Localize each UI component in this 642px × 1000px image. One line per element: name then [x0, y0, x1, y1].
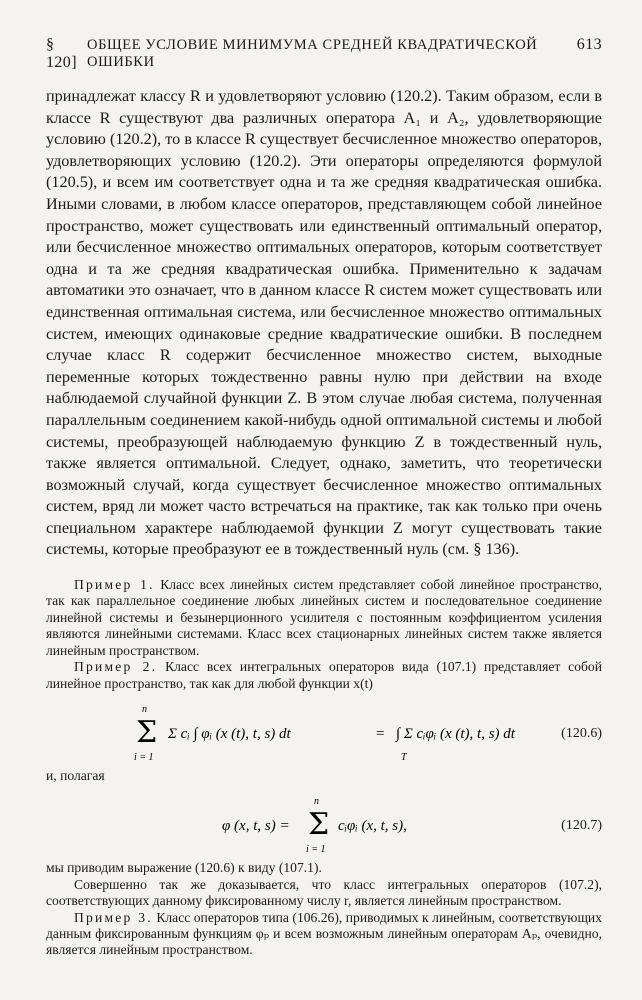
- sum-lower-2: i = 1: [306, 844, 326, 856]
- example-1-text: Класс всех линейных систем представляет собой линейное пространство, так как параллельное соединение любых линейных систем и последовательное соединение линейной системы и безынерционного усилителя с постоянным коэффициентом усиления являются линейными системами. Класс всех стационарных линейных систем также является линейным пространством.: [46, 577, 603, 658]
- equation-right-side: ∫ Σ cᵢφᵢ (x (t), t, s) dt: [396, 725, 515, 742]
- main-body: [46, 86, 602, 561]
- sum-upper-2: n: [314, 796, 319, 808]
- examples-block: [46, 577, 602, 959]
- equation-rhs: cᵢφᵢ (x, t, s),: [338, 818, 407, 835]
- example-3-text: Класс операторов типа (106.26), приводимых к линейным, соответствующих данным фиксированным функциям φₚ и всем возможным линейным операторам Aₚ, очевидно, является линейным пространством.: [46, 909, 602, 958]
- sum-upper-1: n: [142, 703, 147, 715]
- equation-120-6: [46, 692, 602, 768]
- equation-left-side: Σ cᵢ ∫ φᵢ (x (t), t, s) dt: [168, 725, 291, 742]
- sum-lower-1: i = 1: [134, 751, 154, 763]
- running-header: [46, 36, 602, 72]
- equation-lhs: φ (x, t, s) =: [222, 818, 290, 835]
- example-1: [46, 577, 602, 659]
- sum-sign-1: Σ: [136, 714, 158, 750]
- integral-domain: T: [401, 751, 407, 763]
- book-page: [46, 36, 602, 959]
- equation-120-7: [46, 784, 602, 860]
- example-2-text: Класс всех интегральных операторов вида (107.1) представляет собой линейное пространство, так как для любой функции x(t): [46, 659, 602, 691]
- main-paragraph: принадлежат классу R и удовлетворяют условию (120.2). Таким образом, если в классе R существуют два различных оператора A₁ и A₂, удовлетворяющие условию (120.2), то в классе R существует бесчисленное множество операторов, удовлетворяющих условию (120.2). Эти операторы определяются формулой (120.5), и всем им соответствует одна и та же средняя квадратическая ошибка. Иными словами, в любом классе операторов, представляющем собой линейное пространство, может существовать или единственный оптимальный оператор, или бесчисленное множество оптимальных операторов, которым соответствует одна и та же средняя квадратическая ошибка. Применительно к задачам автоматики это означает, что в данном классе R систем может существовать или единственная оптимальная система, или бесчисленное множество оптимальных систем, имеющих одинаковые средние квадратические ошибки. В последнем случае класс R содержит бесчисленное множество систем, выходные переменные которых тождественно равны нулю при действии на входе наблюдаемой случайной функции Z. В этом случае любая система, полученная параллельным соединением какой-нибудь одной оптимальной системы и любой системы, преобразующей наблюдаемую функцию Z в тождественный нуль, также является оптимальной. Следует, однако, заметить, что теоретически возможный случай, когда существует бесчисленное множество оптимальных систем, вряд ли может часто встречаться на практике, так как только при очень специальном характере наблюдаемой функции Z могут существовать такие системы, которые преобразуют ее в тождественный нуль (см. § 136).: [46, 87, 602, 559]
- example-1-label: Пример 1.: [74, 577, 155, 593]
- section-ref: § 120]: [46, 36, 77, 71]
- running-title: ОБЩЕЕ УСЛОВИЕ МИНИМУМА СРЕДНЕЙ КВАДРАТИЧЕСКОЙ ОШИБКИ: [87, 37, 538, 70]
- sum-sign-2: Σ: [308, 807, 330, 843]
- example-3-label: Пример 3.: [74, 909, 153, 925]
- example-2-label: Пример 2.: [74, 659, 158, 675]
- example-3: [46, 910, 602, 959]
- equals-sign: =: [376, 725, 385, 742]
- equation-number-120-7: (120.7): [561, 818, 602, 834]
- after-equation-text: мы приводим выражение (120.6) к виду (107.1).: [46, 860, 322, 876]
- text-between-equations: и, полагая: [46, 767, 105, 783]
- paragraph-similar: Совершенно так же доказывается, что класс интегральных операторов (107.2), соответствующих данному фиксированному числу r, является линейным пространством.: [46, 876, 602, 909]
- equation-120-6-formula: [46, 698, 526, 768]
- example-2: [46, 659, 602, 692]
- page-number: 613: [576, 36, 602, 53]
- equation-120-7-formula: [46, 790, 526, 860]
- equation-number-120-6: (120.6): [561, 725, 602, 741]
